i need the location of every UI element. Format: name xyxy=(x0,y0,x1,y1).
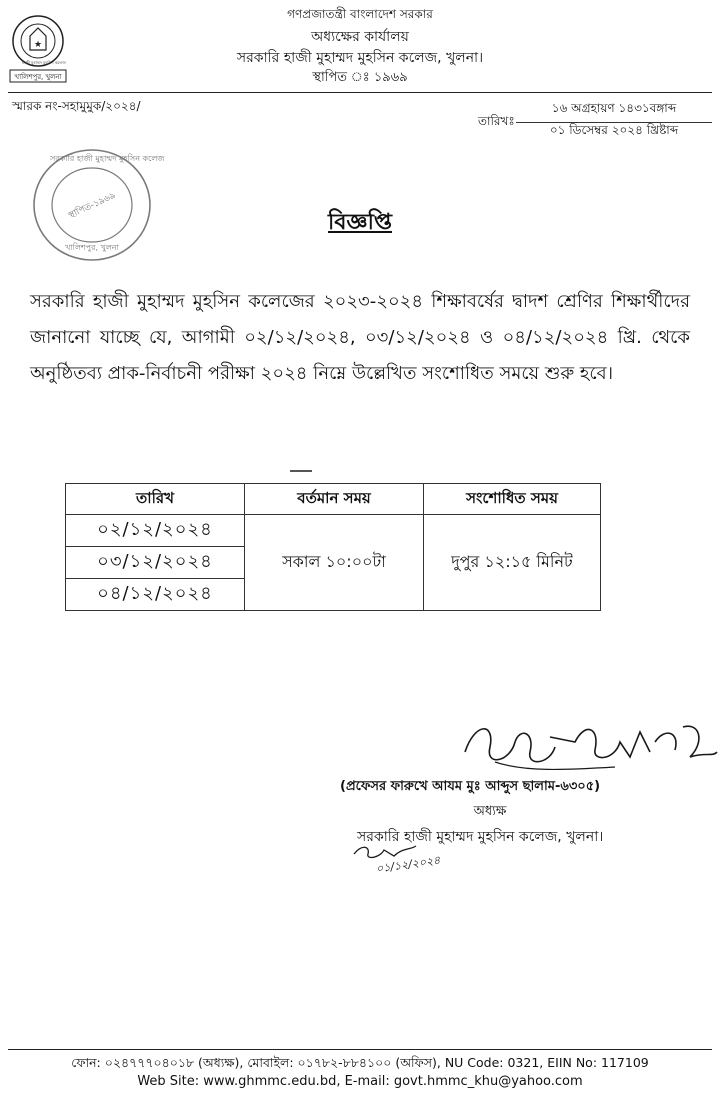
schedule-table xyxy=(65,483,601,611)
date-label: তারিখঃ xyxy=(478,114,515,128)
seal-outer-text: সরকারি হাজী মুহাম্মদ মুহসিন কলেজ xyxy=(50,154,165,163)
logo-emblem-text: হাজী মুহাম্মদ মুহসিন কলেজ xyxy=(22,60,66,65)
date-bangla: ১৬ অগ্রহায়ণ ১৪৩১বঙ্গাব্দ xyxy=(516,100,712,123)
logo-caption: খালিশপুর, খুলনা xyxy=(14,73,62,81)
header-divider xyxy=(8,92,712,93)
header-revised-time: সংশোধিত সময় xyxy=(424,484,601,515)
date-cell: ০২/১২/২০২৪ xyxy=(66,515,245,547)
principal-designation: অধ্যক্ষ xyxy=(473,804,507,819)
date-cell: ০৩/১২/২০২৪ xyxy=(66,547,245,579)
footer-divider xyxy=(8,1049,712,1050)
date-cell: ০৪/১২/২০২৪ xyxy=(66,579,245,611)
header-date: তারিখ xyxy=(66,484,245,515)
date-english: ০১ ডিসেম্বর ২০২৪ খ্রিষ্টাব্দ xyxy=(549,123,679,137)
college-seal xyxy=(30,146,165,264)
signature-scribble xyxy=(455,712,720,780)
table-row xyxy=(66,515,601,547)
header-current-time: বর্তমান সময় xyxy=(245,484,424,515)
notice-body: সরকারি হাজী মুহাম্মদ মুহসিন কলেজের ২০২৩-২০২৪ শিক্ষাবর্ষের দ্বাদশ শ্রেণির শিক্ষার্থীদের জানানো যাচ্ছে যে, আগামী ০২/১২/২০২৪, ০৩/১২/২০২৪ ও ০৪/১২/২০২৪ খ্রি. থেকে অনুষ্ঠিতব্য প্রাক-নির্বাচনী পরীক্ষা ২০২৪ নিম্নে উল্লেখিত সংশোধিত সময়ে শুরু হবে। xyxy=(30,291,690,384)
handwritten-date: ০১/১২/২০২৪ xyxy=(375,853,442,876)
current-time-cell: সকাল ১০:০০টা xyxy=(245,515,424,611)
footer-web: Web Site: www.ghmmc.edu.bd, E-mail: govt.hmmc_khu@yahoo.com xyxy=(137,1074,583,1089)
footer-contact: ফোন: ০২৪৭৭৭০৪০১৮ (অধ্যক্ষ), মোবাইল: ০১৭৮২-৮৮৪১০০ (অফিস), NU Code: 0321, EIIN No: 117109 xyxy=(71,1055,649,1070)
revised-time-cell: দুপুর ১২:১৫ মিনিট xyxy=(424,515,601,611)
college-name: সরকারি হাজী মুহাম্মদ মুহসিন কলেজ, খুলনা। xyxy=(236,50,484,66)
ink-mark xyxy=(290,470,312,472)
govt-title: গণপ্রজাতন্ত্রী বাংলাদেশ সরকার xyxy=(287,7,433,21)
seal-inner-text: স্থাপিত-১৯৬৯ xyxy=(67,190,118,222)
principal-name: (প্রফেসর ফারুখে আযম মুঃ আব্দুস ছালাম-৬৩০৫) xyxy=(340,779,601,794)
svg-text:★: ★ xyxy=(33,40,43,50)
memo-number: স্মারক নং-সহামুমুক/২০২৪/ xyxy=(12,99,141,113)
established: স্থাপিত ঃ ১৯৬৯ xyxy=(312,70,408,85)
principal-institution: সরকারি হাজী মুহাম্মদ মুহসিন কলেজ, খুলনা। xyxy=(357,829,604,845)
table-header-row xyxy=(66,484,601,515)
office-title: অধ্যক্ষের কার্যালয় xyxy=(311,29,409,45)
seal-bottom-text: খালিশপুর, খুলনা xyxy=(65,243,119,252)
notice-title: বিজ্ঞপ্তি xyxy=(328,210,392,235)
